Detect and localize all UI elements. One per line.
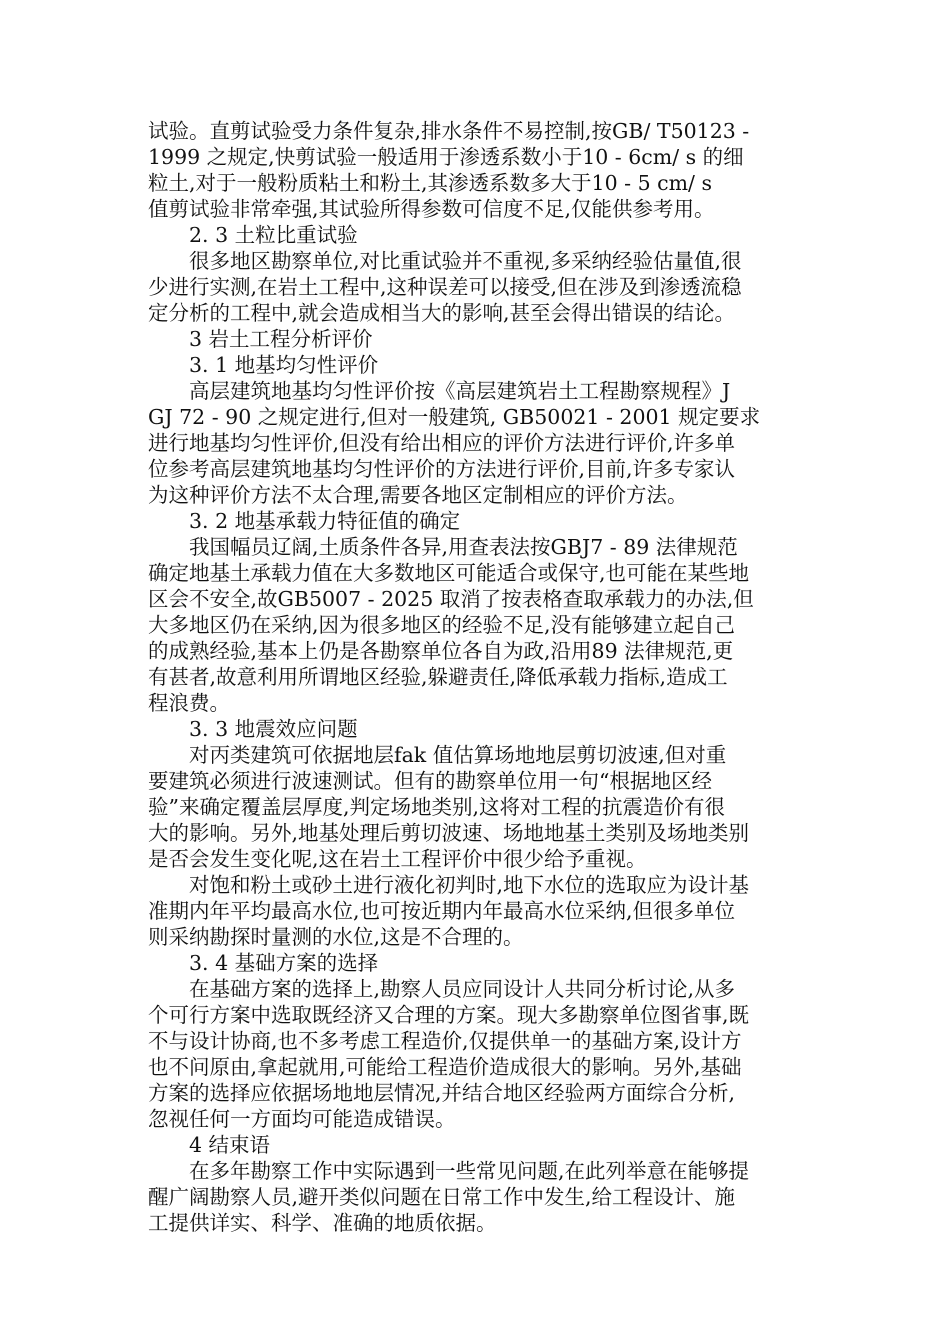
text-line: 1999 之规定,快剪试验一般适用于渗透系数小于10 - 6cm/ s 的细 <box>148 145 744 169</box>
text-line: 位参考高层建筑地基均匀性评价的方法进行评价,目前,许多专家认 <box>148 457 736 481</box>
text-line: 的成熟经验,基本上仍是各勘察单位各自为政,沿用89 法律规范,更 <box>148 639 734 663</box>
text-line: 对丙类建筑可依据地层fak 值估算场地地层剪切波速,但对重 <box>189 743 727 767</box>
text-line: 方案的选择应依据场地地层情况,并结合地区经验两方面综合分析, <box>148 1081 736 1105</box>
text-line: 4 结束语 <box>189 1133 271 1157</box>
text-line: 值剪试验非常牵强,其试验所得参数可信度不足,仅能供参考用。 <box>148 197 715 221</box>
text-line: 验”来确定覆盖层厚度,判定场地类别,这将对工程的抗震造价有很 <box>148 795 726 819</box>
text-line: 要建筑必须进行波速测试。但有的勘察单位用一句“根据地区经 <box>148 769 712 793</box>
text-line: 试验。直剪试验受力条件复杂,排水条件不易控制,按GB/ T50123 - <box>148 119 750 143</box>
text-line: 在基础方案的选择上,勘察人员应同设计人共同分析讨论,从多 <box>189 977 736 1001</box>
text-line: 醒广阔勘察人员,避开类似问题在日常工作中发生,给工程设计、施 <box>148 1185 736 1209</box>
text-line: 是否会发生变化呢,这在岩土工程评价中很少给予重视。 <box>148 847 647 871</box>
text-line: 为这种评价方法不太合理,需要各地区定制相应的评价方法。 <box>148 483 688 507</box>
text-line: 确定地基土承载力值在大多数地区可能适合或保守,也可能在某些地 <box>148 561 750 585</box>
text-line: 有甚者,故意利用所谓地区经验,躲避责任,降低承载力指标,造成工 <box>148 665 728 689</box>
text-line: 很多地区勘察单位,对比重试验并不重视,多采纳经验估量值,很 <box>189 249 742 273</box>
text-line: 进行地基均匀性评价,但没有给出相应的评价方法进行评价,许多单 <box>148 431 736 455</box>
text-line: 不与设计协商,也不多考虑工程造价,仅提供单一的基础方案,设计方 <box>148 1029 742 1053</box>
document-body <box>148 118 808 1236</box>
text-line: 3. 2 地基承载力特征值的确定 <box>189 509 461 533</box>
text-line: GJ 72 - 90 之规定进行,但对一般建筑, GB50021 - 2001 规定要求 <box>148 405 761 429</box>
text-line: 忽视任何一方面均可能造成错误。 <box>148 1107 456 1131</box>
text-line: 在多年勘察工作中实际遇到一些常见问题,在此列举意在能够提 <box>189 1159 750 1183</box>
text-line: 3. 3 地震效应问题 <box>189 717 358 741</box>
text-line: 定分析的工程中,就会造成相当大的影响,甚至会得出错误的结论。 <box>148 301 736 325</box>
text-line: 3. 4 基础方案的选择 <box>189 951 379 975</box>
text-line: 区会不安全,故GB5007 - 2025 取消了按表格查取承载力的办法,但 <box>148 587 754 611</box>
text-line: 大的影响。另外,地基处理后剪切波速、场地地基土类别及场地类别 <box>148 821 750 845</box>
text-line: 我国幅员辽阔,土质条件各异,用查表法按GBJ7 - 89 法律规范 <box>189 535 738 559</box>
text-line: 程浪费。 <box>148 691 230 715</box>
text-line: 也不问原由,拿起就用,可能给工程造价造成很大的影响。另外,基础 <box>148 1055 742 1079</box>
text-line: 对饱和粉土或砂土进行液化初判时,地下水位的选取应为设计基 <box>189 873 750 897</box>
text-line: 大多地区仍在采纳,因为很多地区的经验不足,没有能够建立起自己 <box>148 613 736 637</box>
text-line: 少进行实测,在岩土工程中,这种误差可以接受,但在涉及到渗透流稳 <box>148 275 742 299</box>
text-line: 个可行方案中选取既经济又合理的方案。现大多勘察单位图省事,既 <box>148 1003 750 1027</box>
text-line: 则采纳勘探时量测的水位,这是不合理的。 <box>148 925 524 949</box>
text-line: 准期内年平均最高水位,也可按近期内年最高水位采纳,但很多单位 <box>148 899 736 923</box>
text-line: 2. 3 土粒比重试验 <box>189 223 358 247</box>
text-line: 3 岩土工程分析评价 <box>189 327 373 351</box>
text-line: 3. 1 地基均匀性评价 <box>189 353 379 377</box>
text-line: 工提供详实、科学、准确的地质依据。 <box>148 1211 497 1235</box>
text-line: 高层建筑地基均匀性评价按《高层建筑岩土工程勘察规程》J <box>189 379 731 403</box>
text-line: 粒土,对于一般粉质粘土和粉土,其渗透系数多大于10 - 5 cm/ s <box>148 171 712 195</box>
